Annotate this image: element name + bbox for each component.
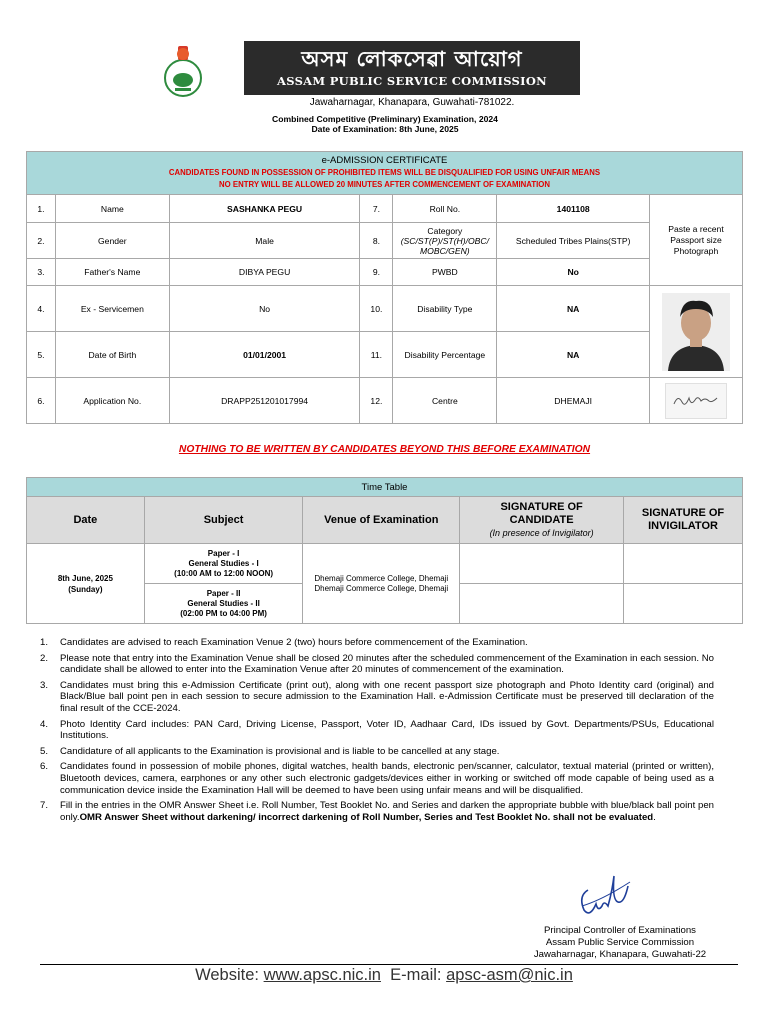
column-header-sig-candidate: SIGNATURE OF CANDIDATE	[500, 500, 583, 526]
instructions-list	[40, 637, 714, 827]
row-number: 2.	[27, 223, 56, 259]
table-row	[27, 223, 743, 259]
controller-signature-image	[574, 866, 644, 922]
table-row	[27, 544, 743, 584]
row-number: 11.	[360, 332, 393, 378]
commission-banner	[244, 41, 580, 95]
sig-invigilator-box[interactable]	[624, 584, 743, 624]
field-value-application: DRAPP251201017994	[169, 378, 360, 424]
paper-1-name: Paper - I	[207, 548, 240, 558]
item-number: 7.	[40, 800, 49, 812]
column-header-venue: Venue of Examination	[303, 497, 460, 544]
category-options: (SC/ST(P)/ST(H)/OBC/ MOBC/GEN)	[400, 235, 490, 256]
venue-paper-1: Dhemaji Commerce College, Dhemaji	[314, 573, 449, 583]
field-value-ex-servicemen: No	[169, 286, 360, 332]
row-number: 7.	[360, 195, 393, 223]
list-item	[40, 800, 714, 823]
field-label: Father's Name	[55, 259, 169, 286]
row-number: 8.	[360, 223, 393, 259]
list-item	[40, 637, 714, 649]
photo-note: Paste a recent Passport size Photograph	[650, 195, 743, 286]
field-value-father: DIBYA PEGU	[169, 259, 360, 286]
sig-candidate-box[interactable]	[460, 584, 624, 624]
certificate-header	[27, 152, 743, 195]
item-number: 2.	[40, 652, 49, 664]
list-item	[40, 653, 714, 676]
field-value-gender: Male	[169, 223, 360, 259]
candidate-photo	[662, 293, 730, 371]
row-number: 5.	[27, 332, 56, 378]
column-header-sig-candidate-cell	[460, 497, 624, 544]
admission-table	[26, 151, 743, 424]
instruction-text: Photo Identity Card includes: PAN Card, Driving License, Passport, Voter ID, Aadhaar Card, IDs issued by Govt. Departments/PSUs, Educational Institutions.	[60, 718, 714, 742]
category-label-cell	[393, 223, 497, 259]
instruction-text: Please note that entry into the Examination Venue shall be closed 20 minutes after the scheduled commencement of the Examination in each session. No candidate shall be allowed to enter into the Examination Venue after 20 minutes of commencement of the examination.	[60, 652, 714, 676]
title-bengali: অসম লোকসেৱা আয়োগ	[301, 47, 523, 71]
instruction-tail: .	[653, 811, 656, 823]
time-table-title: Time Table	[27, 478, 743, 497]
warning-prohibited: CANDIDATES FOUND IN POSSESSION OF PROHIBITED ITEMS WILL BE DISQUALIFIED FOR USING UNFAIR MEANS	[168, 168, 601, 177]
column-header-date: Date	[27, 497, 145, 544]
field-label: Date of Birth	[55, 332, 169, 378]
instruction-text: Candidates are advised to reach Examination Venue 2 (two) hours before commencement of the Examination.	[60, 637, 528, 648]
venue-paper-2: Dhemaji Commerce College, Dhemaji	[314, 583, 449, 593]
candidate-photo-cell	[650, 286, 743, 378]
sig-candidate-box[interactable]	[460, 544, 624, 584]
row-number: 3.	[27, 259, 56, 286]
footer-contact	[0, 966, 768, 985]
instruction-bold-text: OMR Answer Sheet without darkening/ incorrect darkening of Roll Number, Series and Test Booklet No. shall not be evaluated	[79, 811, 654, 823]
table-row	[27, 378, 743, 424]
field-label: Roll No.	[393, 195, 497, 223]
signatory-title: Principal Controller of Examinations	[544, 925, 696, 936]
venue-cell	[303, 544, 460, 624]
row-number: 10.	[360, 286, 393, 332]
state-emblem-icon	[160, 42, 206, 98]
field-label: PWBD	[393, 259, 497, 286]
field-value-category: Scheduled Tribes Plains(STP)	[497, 223, 650, 259]
field-label: Centre	[393, 378, 497, 424]
warning-entry: NO ENTRY WILL BE ALLOWED 20 MINUTES AFTER COMMENCEMENT OF EXAMINATION	[219, 180, 550, 189]
row-number: 1.	[27, 195, 56, 223]
exam-date-cell	[27, 544, 145, 624]
exam-info	[230, 114, 540, 134]
row-number: 6.	[27, 378, 56, 424]
exam-day-value: (Sunday)	[68, 584, 103, 594]
email-label: E-mail:	[390, 966, 442, 984]
field-value-roll: 1401108	[497, 195, 650, 223]
email-link[interactable]: apsc-asm@nic.in	[446, 966, 573, 984]
instruction-text: Candidates found in possession of mobile phones, digital watches, health bands, electronic pen/scanner, calculator, textual material (printed or written), Bluetooth devices, camera, earphones or any other such electronic gadgets/devices either in working or switched off mode capable of being used as a communication device inside the Examination Hall will be deemed to have been using unfair means and will be disqualified.	[60, 761, 714, 796]
list-item	[40, 680, 714, 715]
item-number: 3.	[40, 679, 49, 691]
item-number: 5.	[40, 745, 49, 757]
field-label: Disability Percentage	[393, 332, 497, 378]
item-number: 6.	[40, 761, 49, 773]
exam-name: Combined Competitive (Preliminary) Examination, 2024	[272, 114, 498, 124]
row-number: 12.	[360, 378, 393, 424]
item-number: 4.	[40, 718, 49, 730]
column-header-subject: Subject	[144, 497, 303, 544]
exam-date-value: 8th June, 2025	[57, 573, 113, 583]
table-row	[27, 195, 743, 223]
paper-1-subject: General Studies - I	[188, 558, 259, 568]
item-number: 1.	[40, 637, 49, 648]
field-value-disability-type: NA	[497, 286, 650, 332]
signatory-address: Jawaharnagar, Khanapara, Guwahati-22	[533, 949, 707, 960]
field-label: Gender	[55, 223, 169, 259]
paper-2-name: Paper - II	[206, 588, 241, 598]
time-table	[26, 477, 743, 624]
footer-divider	[40, 964, 738, 965]
field-label: Application No.	[55, 378, 169, 424]
list-item	[40, 719, 714, 742]
certificate-title: e-ADMISSION CERTIFICATE	[321, 155, 448, 166]
column-header-sig-invigilator: SIGNATURE OF INVIGILATOR	[624, 497, 743, 544]
instruction-text: Candidates must bring this e-Admission Certificate (print out), along with one recent passport size photograph and Photo Identity card (original) and Black/Blue ball point pen in each session to secure admission to the Examination Hall. e-Admission Certificate must be preserved till declaration of the final result of the CCE-2024.	[60, 679, 714, 714]
field-value-name: SASHANKA PEGU	[169, 195, 360, 223]
signatory-org: Assam Public Service Commission	[545, 937, 695, 948]
commission-address: Jawaharnagar, Khanapara, Guwahati-781022.	[309, 97, 515, 108]
exam-date: Date of Examination: 8th June, 2025	[311, 124, 459, 134]
paper-2-subject: General Studies - II	[187, 598, 260, 608]
table-row	[27, 286, 743, 332]
sig-invigilator-box[interactable]	[624, 544, 743, 584]
signatory-block	[495, 925, 745, 961]
paper-2-time: (02:00 PM to 04:00 PM)	[180, 608, 267, 618]
row-number: 9.	[360, 259, 393, 286]
field-label: Ex - Servicemen	[55, 286, 169, 332]
sig-candidate-note: (In presence of Invigilator)	[489, 527, 594, 538]
field-value-disability-percentage: NA	[497, 332, 650, 378]
row-number: 4.	[27, 286, 56, 332]
title-english: ASSAM PUBLIC SERVICE COMMISSION	[277, 74, 547, 88]
website-link[interactable]: www.apsc.nic.in	[263, 966, 381, 984]
field-value-pwbd: No	[497, 259, 650, 286]
field-label: Disability Type	[393, 286, 497, 332]
paper-2-cell	[144, 584, 303, 624]
list-item	[40, 746, 714, 758]
instruction-text: Fill in the entries in the OMR Answer Sheet i.e. Roll Number, Test Booklet No. and Series and darken the appropriate bubble with blue/black ball point pen only.	[60, 800, 714, 823]
field-label: Name	[55, 195, 169, 223]
field-value-dob: 01/01/2001	[169, 332, 360, 378]
paper-1-time: (10:00 AM to 12:00 NOON)	[174, 568, 274, 578]
instruction-text: Candidature of all applicants to the Examination is provisional and is liable to be cancelled at any stage.	[60, 745, 500, 757]
field-label: Category	[427, 225, 463, 236]
candidate-signature-image	[665, 383, 727, 419]
field-value-centre: DHEMAJI	[497, 378, 650, 424]
nothing-to-write-notice: NOTHING TO BE WRITTEN BY CANDIDATES BEYOND THIS BEFORE EXAMINATION	[178, 444, 591, 455]
paper-1-cell	[144, 544, 303, 584]
website-label: Website:	[195, 966, 259, 984]
candidate-signature-cell	[650, 378, 743, 424]
table-row	[27, 332, 743, 378]
table-row	[27, 259, 743, 286]
list-item	[40, 761, 714, 796]
